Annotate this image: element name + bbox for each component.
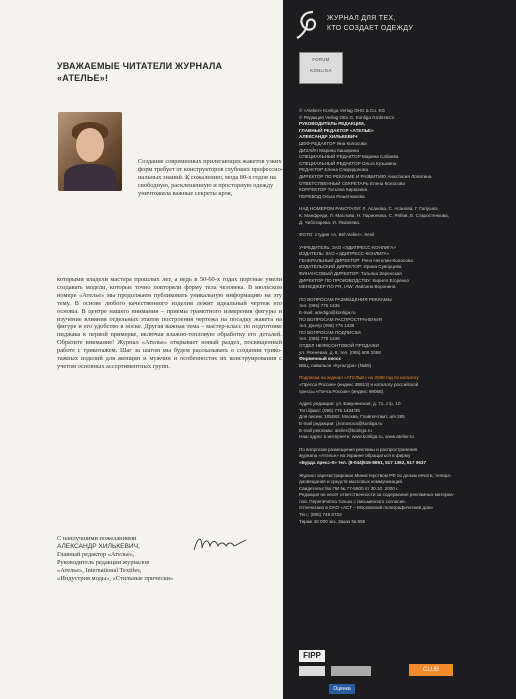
- editor-role-3: «Ателье», International Textiles,: [57, 566, 142, 574]
- imprint-line: СПЕЦИАЛЬНЫЙ РЕДАКТОР Марина Сабаева: [299, 154, 399, 160]
- editorial-body: которыми владели мастера прошлых лет, а ведь в 50-60-х годах портные умели создавать модели, которые точно повторяли форму тела человека. В июльском номере «Ателье» мы продолжаем публиковать уникальную информацию на эту тему. В основе любого качественного изделия лежит идеальный чертеж его основы. В центре нашего внимания – приемы грамотного измерения фигуры и изучение влияния отдельных этапов построения чертежа на посадку жакета на фигуре и его удобство в носке. Другая важная тема – мастер-класс по подготовке пиджака к первой примерке, включая влажно-тепловую обработку его деталей. Обратите внимание! Журнал «Ателье» открывает новый раздел, посвященный работе с трикотажем. Шаг за шагом мы будем рассказывать о создании трикотажных изделий для женщин и мужчин и особенностях их конструирования с учетом основных ассортиментных групп.: [57, 276, 282, 370]
- partner-logos: [299, 646, 509, 694]
- imprint-line: © «Atelier» Konliga Verlag OHG & Co. KG: [299, 108, 386, 113]
- imprint-line: ИЗДАТЕЛЬ: ЗАО «ЭДИПРЕСС-КОНЛИГА»: [299, 251, 390, 257]
- imprint-line: прессы «Почта России» (индекс 99068).: [299, 388, 385, 394]
- imprint-line: журнала «Ателье» на Украине обращаться в фирму: [299, 453, 411, 459]
- imprint-line: Отпечатано в ОАО «АСТ – Московский полиграфический дом»: [299, 505, 434, 511]
- magazine-tagline: [327, 14, 507, 34]
- imprint-line: ПО ВОПРОСАМ ПОДПИСКИ: [299, 329, 361, 335]
- imprint-line: Д. Чеботарева, И. Яковлева.: [299, 219, 361, 225]
- partner-logo-2: [331, 666, 371, 676]
- imprint-line: Тел.: (095) 748 6733: [299, 512, 342, 518]
- partner-logo-1: [299, 666, 325, 676]
- imprint-line: Тел./факс: (095) 775 1434/35: [299, 407, 360, 413]
- tagline-line-1: ЖУРНАЛ ДЛЯ ТЕХ,: [327, 15, 396, 22]
- imprint-line: лов. Перепечатка только с письменного согласия.: [299, 498, 406, 504]
- imprint-line: По вопросам размещения рекламы и распространения: [299, 446, 418, 452]
- imprint-line: Наш адрес в интернете: www.konliga.ru, www.atelier.ru: [299, 434, 414, 440]
- photo-body: [64, 164, 116, 191]
- editor-role-2: Руководитель редакции журналов: [57, 558, 150, 566]
- imprint-line: ДИРЕКТОР ПО ПРОИЗВОДСТВУ: Кирилл Егоренко: [299, 277, 409, 283]
- imprint-line: УЧРЕДИТЕЛЬ: ЗАО «ЭДИПРЕСС-КОНЛИГА»: [299, 244, 396, 250]
- imprint-line: Фирменный киоск: [299, 356, 341, 362]
- tagline-line-2: КТО СОЗДАЕТ ОДЕЖДУ: [327, 25, 414, 32]
- imprint-line: ШЕФ-РЕДАКТОР Яна Колосова: [299, 140, 367, 146]
- publisher-logo: [299, 52, 343, 84]
- imprint-line: «Бурда пресс-К» тел. (8-044)516-8691, 517 1362, 517 0637: [299, 459, 427, 465]
- imprint-line: АЛЕКСАНДР ХИЛЬКЕВИЧ: [299, 134, 358, 140]
- imprint-line: ГЕНЕРАЛЬНЫЙ ДИРЕКТОР: Ренэ Негелин-Колосова: [299, 257, 413, 263]
- editor-role-1: Главный редактор «Ателье»,: [57, 550, 135, 558]
- imprint-line: Журнал зарегистрирован Министерством РФ по делам печати, телера-: [299, 472, 452, 478]
- imprint-line: ПО ВОПРОСАМ РАЗМЕЩЕНИЯ РЕКЛАМЫ: [299, 296, 392, 302]
- imprint-line: ул. Ясеневая, д. 8, тел. (095) 609 2068: [299, 349, 381, 355]
- imprint-line: ПЕРЕВОД Ольга Решетникова: [299, 193, 365, 199]
- club-logo: CLUB: [409, 664, 453, 676]
- imprint-line: ФИНАНСОВЫЙ ДИРЕКТОР: Татьяна Зеренская: [299, 271, 402, 277]
- photo-face: [76, 128, 104, 162]
- imprint-line: «Пресса России» (индекс 38613) и каталогу российской: [299, 381, 419, 387]
- publisher-logo-line-1: FORUM: [312, 57, 330, 62]
- magazine-logo-icon: [293, 8, 321, 40]
- editor-name: АЛЕКСАНДР ХИЛЬКЕВИЧ,: [57, 542, 140, 550]
- imprint-column: [283, 0, 516, 699]
- fipp-logo: FIPP: [299, 650, 325, 662]
- imprint-line: РУКОВОДИТЕЛЬ РЕДАКЦИИ,: [299, 121, 365, 127]
- imprint-line: Адрес редакции: ул. Бакунинская, д. 71, стр. 10: [299, 401, 401, 407]
- editor-photo: [58, 112, 122, 191]
- imprint-line: Для писем: 105082, Москва, Главпочтамт, а/я 385: [299, 414, 405, 420]
- imprint-line: К. Манфреди, Л. Маслова, Н. Ларионова, С. Рябов, Е. Старостенкова,: [299, 212, 449, 218]
- imprint-line: тел. (095) 775 1435: [299, 303, 340, 309]
- imprint-line: тел. (095) 775 1436: [299, 336, 340, 342]
- imprint-line: тел. Днепр (095) 775 1435: [299, 323, 355, 329]
- imprint-line: ОТВЕТСТВЕННЫЙ СЕКРЕТАРЬ Елена Колосова: [299, 180, 405, 186]
- imprint-line: ИЗДАТЕЛЬСКИЙ ДИРЕКТОР: Ирина Суворцева: [299, 264, 402, 270]
- imprint-line: ОТДЕЛ НЕЯКСОНТОВОЙ ПРОДАЖИ: [299, 343, 379, 348]
- imprint-line: ГЛАВНЫЙ РЕДАКТОР «АТЕЛЬЕ»: [299, 127, 374, 133]
- editor-role-4: «Индустрия моды», «Стильные прически»: [57, 574, 174, 582]
- imprint-line: ПО ВОПРОСАМ РАСПРОСТРАНЕНИЯ: [299, 316, 382, 322]
- intro-text: Создание современных прилегающих жакетов узких форм требует от конструкторов глубоких профессиональных знаний. К сожалению, мода 80-х годов на свободную, расклешенную и просторную одежду уничтожила важные секреты кроя,: [138, 158, 283, 197]
- imprint-line: КОРРЕКТОР Татьяна Кирюхина: [299, 187, 368, 193]
- publisher-logo-line-2: KONLIGA: [310, 68, 332, 73]
- imprint-line: ФОТО: студия «A. Bel'Atelier», Sevil: [299, 232, 375, 238]
- imprint-line: диовещания и средств массовых коммуникаций.: [299, 479, 404, 485]
- ozh-logo: Оценка: [329, 684, 355, 694]
- imprint-line: МЕНЕДЖЕР ПО PR, IAW: Лайсина Воронина: [299, 284, 396, 290]
- imprint-line: E-mail рекламы: atelier@konliga.ru: [299, 427, 372, 433]
- imprint-line: РЕДАКТОР Елена Спиридонова: [299, 167, 368, 173]
- imprint-lines: [299, 108, 507, 525]
- greeting-heading: УВАЖАЕМЫЕ ЧИТАТЕЛИ ЖУРНАЛА «АТЕЛЬЕ»!: [57, 61, 223, 83]
- imprint-line: E-mail: adedigo@konliga.ru: [299, 310, 356, 316]
- imprint-line: Свидетельство ПИ № 77-5900 от 30.10. 2000 г.: [299, 485, 399, 491]
- imprint-line: E-mail редакции: j.konosova@konliga.ru: [299, 420, 383, 426]
- imprint-line: Тираж 40 000 экз. Заказ № 865: [299, 518, 366, 524]
- imprint-line: Редакция не несет ответственности за содержание рекламных материа-: [299, 492, 455, 498]
- imprint-line: ДИЗАЙН Марина Каширина: [299, 147, 359, 153]
- imprint-line: © Редакция Verlag Otto G. Konliga GmbH&Co: [299, 114, 395, 120]
- imprint-line: НАД НОМЕРОМ РАБОТАЛИ: Л. Асанова, С. Асанова, Г. Галушко,: [299, 206, 439, 212]
- imprint-line: Подписка на журнал «АТЕЛЬЕ» на 2008 год по каталогу: [299, 375, 419, 381]
- regards-text: С наилучшими пожеланиями: [57, 535, 137, 542]
- imprint-line: ДИРЕКТОР ПО РЕКЛАМЕ И РАЗВИТИЮ Анастасия Лопатина: [299, 173, 432, 179]
- imprint-line: ВВЦ, павильон «Культура» (№65): [299, 362, 372, 368]
- imprint-line: СПЕЦИАЛЬНЫЙ РЕДАКТОР Ольга Кузьмина: [299, 160, 397, 166]
- handwritten-signature: [190, 530, 250, 558]
